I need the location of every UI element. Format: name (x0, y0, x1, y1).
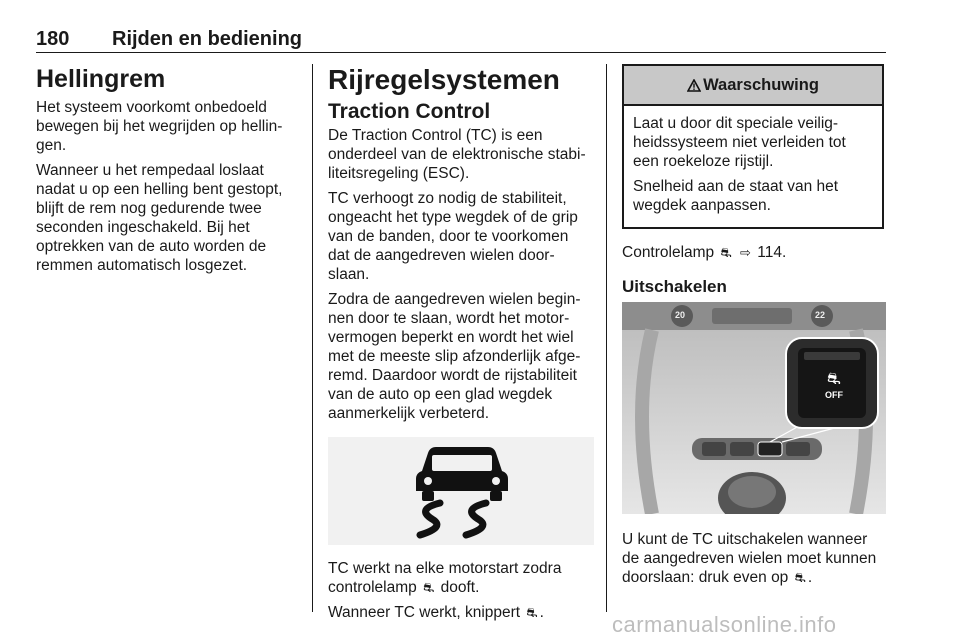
traction-control-icon (328, 437, 594, 545)
warning-title: Waarschuwing (703, 75, 819, 94)
traction-control-figure (328, 437, 594, 545)
paragraph: Zodra de aangedreven wielen begin-nen door te slaan, wordt het motor-vermogen beperkt en wordt het wiel met de meeste slip afzonderlijk afge-remd. Daardoor wordt de rijstabiliteit van de auto op een glad wegdek aanmerkelijk verbeterd. (328, 291, 581, 422)
heading-uitschakelen: Uitschakelen (622, 277, 727, 296)
watermark: carmanualsonline.info (612, 612, 837, 637)
traction-control-icon: ⛐ (720, 245, 732, 260)
heading-hellingrem: Hellingrem (36, 65, 166, 93)
warning-box (622, 64, 884, 229)
column-hellingrem (36, 64, 298, 281)
paragraph: De Traction Control (TC) is een onderdeel van de elektronische stabi-liteitsregeling (ESC). (328, 127, 586, 182)
paragraph: Het systeem voorkomt onbedoeld bewegen bij het wegrijden op hellin-gen. (36, 99, 283, 154)
traction-control-icon: ⛐ (794, 570, 806, 585)
temperature-left: 20 (675, 310, 686, 320)
column-rijregelsystemen (328, 64, 594, 628)
column-divider (606, 64, 607, 612)
warning-header (624, 66, 882, 106)
traction-control-icon: ⛐ (526, 605, 538, 620)
off-label: OFF (825, 390, 843, 400)
paragraph: U kunt de TC uitschakelen wanneer de aangedreven wielen moet kunnen doorslaan: druk even op ⛐ . (622, 531, 877, 586)
paragraph: Laat u door dit speciale veilig-heidssysteem niet verleiden tot een roekeloze rijstijl. (633, 115, 846, 170)
paragraph: Wanneer TC werkt, knippert ⛐ . (328, 604, 544, 621)
column-warning (622, 64, 886, 593)
traction-control-icon: ⛐ (423, 580, 435, 595)
column-divider (312, 64, 313, 612)
section-title: Rijden en bediening (112, 28, 303, 50)
page-reference-arrow-icon[interactable]: ⇨ (740, 245, 751, 260)
console-illustration (622, 302, 886, 514)
paragraph: TC werkt na elke motorstart zodra controlelamp ⛐ dooft. (328, 560, 562, 596)
subheading-traction-control: Traction Control (328, 100, 491, 123)
temperature-right: 22 (815, 310, 826, 320)
tc-off-button-photo (622, 302, 886, 514)
warning-triangle-icon (687, 79, 701, 92)
warning-body (624, 106, 882, 227)
heading-rijregelsystemen: Rijregelsystemen (328, 64, 560, 95)
cross-reference: Controlelamp ⛐ ⇨ 114. (622, 244, 787, 261)
paragraph: Wanneer u het rempedaal loslaat nadat u op een helling bent gestopt, blijft de rem nog gedurende twee seconden ingeschakeld. Bij het optrekken van de auto worden de remmen automatisch losgezet. (36, 162, 283, 274)
paragraph: TC verhoogt zo nodig de stabiliteit, ongeacht het type wegdek of de grip van de banden, door te voorkomen dat de aangedreven wielen door-slaan. (328, 190, 578, 283)
tc-off-button-icon: ⛐ (827, 371, 841, 388)
page-header (36, 28, 886, 53)
page-number: 180 (36, 28, 70, 50)
paragraph: Snelheid aan de staat van het wegdek aanpassen. (633, 178, 839, 214)
